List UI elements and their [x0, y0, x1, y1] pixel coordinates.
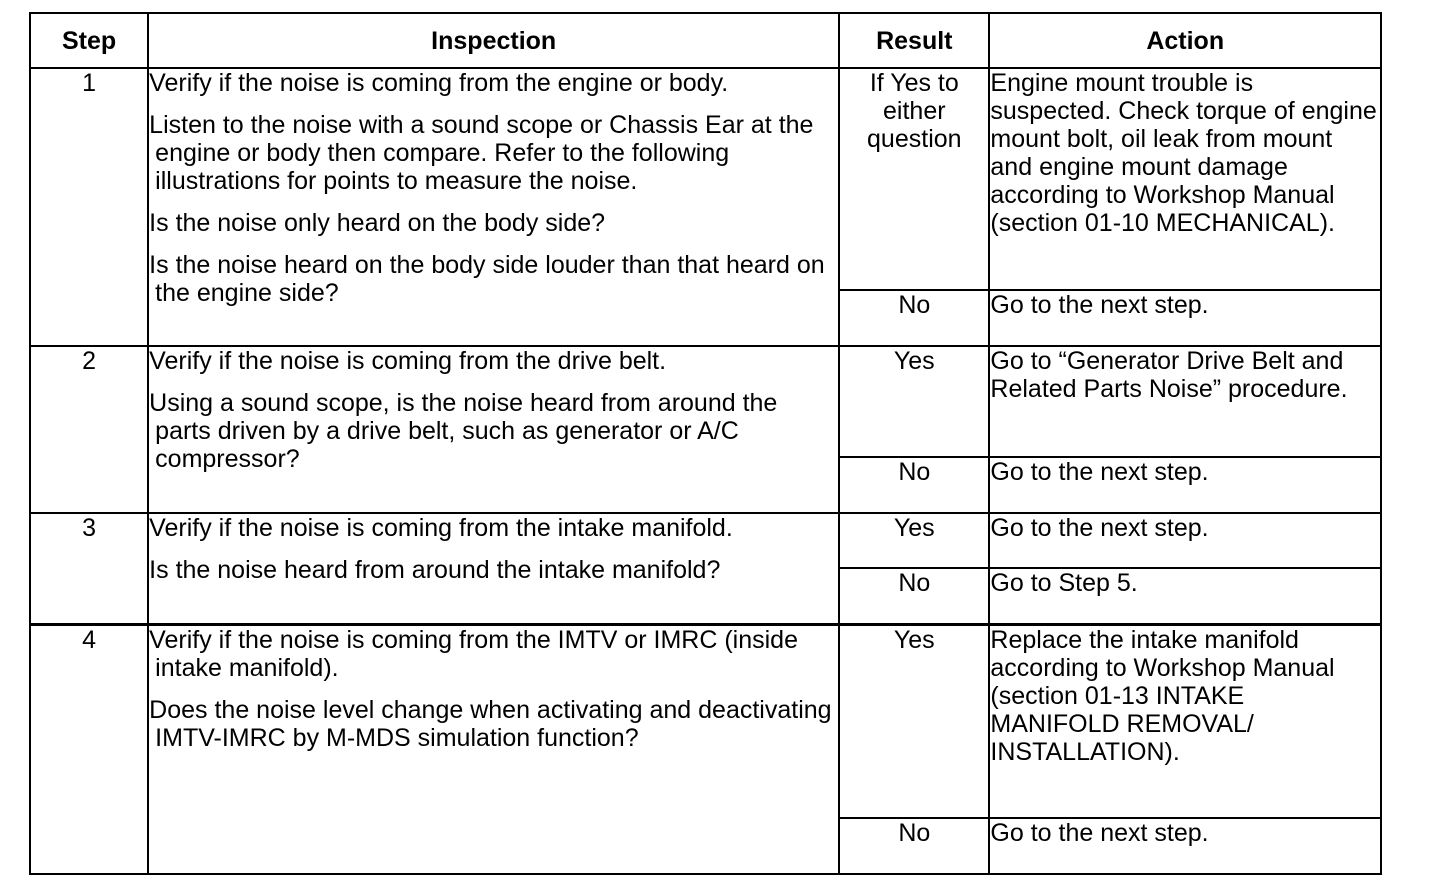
action-cell: Go to the next step. — [989, 457, 1381, 513]
header-step: Step — [30, 13, 148, 68]
result-cell: No — [839, 457, 989, 513]
inspection-text: Verify if the noise is coming from the intake manifold. — [149, 514, 733, 542]
inspection-text: Using a sound scope, is the noise heard from around the parts driven by a drive belt, such as generator or A/C compressor? — [149, 389, 778, 473]
inspection-text: Verify if the noise is coming from the drive belt. — [149, 347, 667, 375]
result-cell: No — [839, 818, 989, 874]
diagnostic-table — [29, 12, 1382, 875]
table-row — [30, 513, 1381, 568]
table-header-row — [30, 13, 1381, 68]
inspection-text: Verify if the noise is coming from the IMTV or IMRC (inside intake manifold). — [149, 625, 798, 682]
action-cell: Go to the next step. — [989, 290, 1381, 346]
inspection-cell — [148, 346, 839, 513]
result-cell: If Yes to either question — [839, 68, 989, 290]
action-cell: Replace the intake manifold according to Workshop Manual (section 01-13 INTAKE MANIFOLD REMOVAL/ INSTALLATION). — [989, 624, 1381, 818]
inspection-text: Is the noise only heard on the body side? — [149, 209, 606, 237]
inspection-cell — [148, 68, 839, 346]
table-row — [30, 624, 1381, 818]
inspection-text: Does the noise level change when activating and deactivating IMTV-IMRC by M-MDS simulation function? — [149, 695, 832, 752]
header-action: Action — [989, 13, 1381, 68]
result-cell: Yes — [839, 346, 989, 457]
action-cell: Engine mount trouble is suspected. Check torque of engine mount bolt, oil leak from mount and engine mount damage according to Workshop Manual (section 01-10 MECHANICAL). — [989, 68, 1381, 290]
result-cell: Yes — [839, 624, 989, 818]
action-cell: Go to Step 5. — [989, 568, 1381, 624]
step-number: 4 — [30, 624, 148, 874]
action-cell: Go to the next step. — [989, 818, 1381, 874]
header-result: Result — [839, 13, 989, 68]
table-row — [30, 68, 1381, 290]
action-cell: Go to the next step. — [989, 513, 1381, 568]
inspection-text: Is the noise heard from around the intake manifold? — [149, 556, 721, 584]
header-inspection: Inspection — [148, 13, 839, 68]
step-number: 1 — [30, 68, 148, 346]
inspection-cell — [148, 513, 839, 624]
inspection-text: Listen to the noise with a sound scope or Chassis Ear at the engine or body then compare. Refer to the following illustrations for points to measure the noise. — [149, 111, 814, 195]
result-cell: No — [839, 568, 989, 624]
step-number: 2 — [30, 346, 148, 513]
inspection-text: Verify if the noise is coming from the engine or body. — [149, 69, 729, 97]
inspection-cell — [148, 624, 839, 874]
result-cell: No — [839, 290, 989, 346]
action-cell: Go to “Generator Drive Belt and Related Parts Noise” procedure. — [989, 346, 1381, 457]
inspection-text: Is the noise heard on the body side louder than that heard on the engine side? — [149, 251, 825, 307]
step-number: 3 — [30, 513, 148, 624]
table-row — [30, 346, 1381, 457]
result-cell: Yes — [839, 513, 989, 568]
